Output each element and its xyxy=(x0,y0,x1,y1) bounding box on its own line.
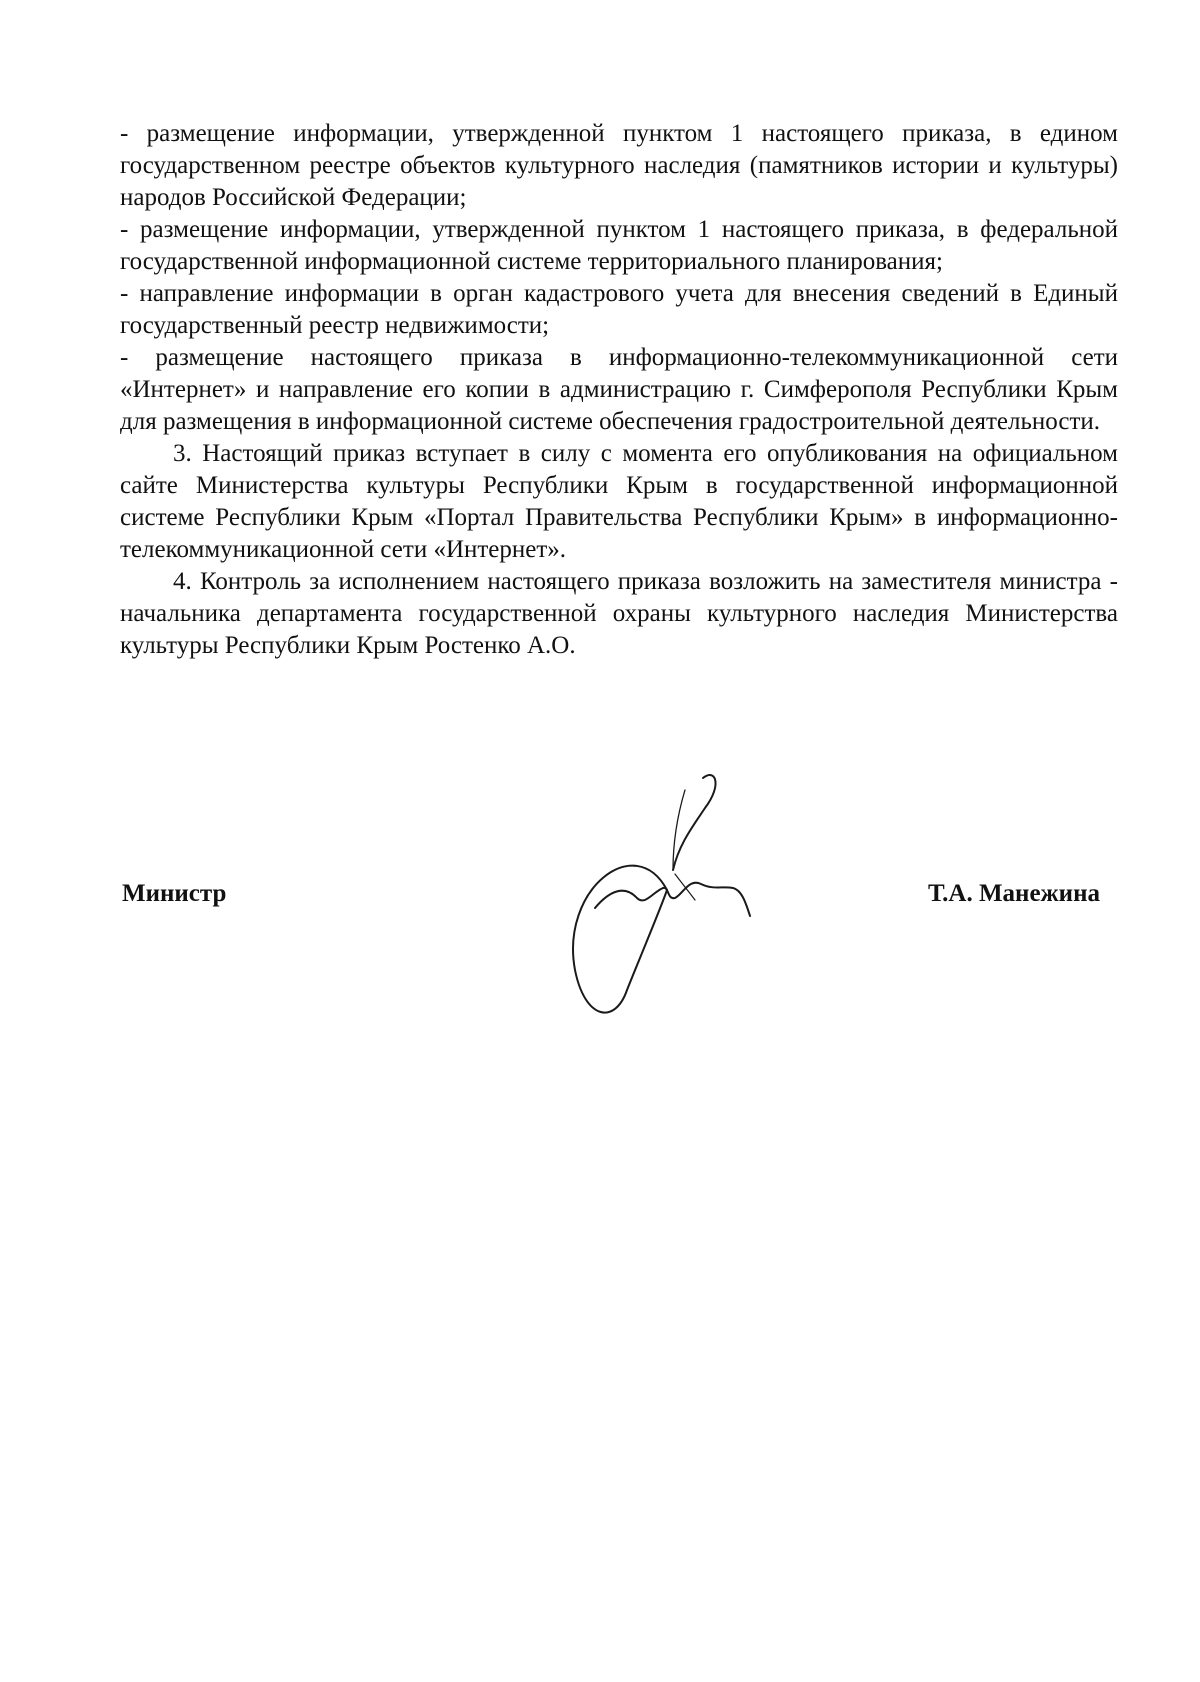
paragraph-list-item-4: - размещение настоящего приказа в информационно-телекоммуникационной сети «Интернет» и направление его копии в администрацию г. Симферополя Республики Крым для размещения в информационной системе обеспечения градостроительной деятельности. xyxy=(120,344,1118,435)
signatory-title: Министр xyxy=(122,880,227,907)
paragraph-clause-4: 4. Контроль за исполнением настоящего приказа возложить на заместителя министра - начальника департамента государственной охраны культурного наследия Министерства культуры Республики Крым Ростенко А.О. xyxy=(120,568,1118,659)
handwritten-signature-icon xyxy=(555,770,785,1030)
paragraph-list-item-1: - размещение информации, утвержденной пунктом 1 настоящего приказа, в едином государственном реестре объектов культурного наследия (памятников истории и культуры) народов Российской Федерации; xyxy=(120,120,1118,211)
paragraph-list-item-2: - размещение информации, утвержденной пунктом 1 настоящего приказа, в федеральной государственной информационной системе территориального планирования; xyxy=(120,216,1118,275)
signatory-name: Т.А. Манежина xyxy=(927,880,1100,907)
document-body xyxy=(120,118,1118,662)
paragraph-clause-3: 3. Настоящий приказ вступает в силу с момента его опубликования на официальном сайте Министерства культуры Республики Крым в государственной информационной системе Республики Крым «Портал Правительства Республики Крым» в информационно-телекоммуникационной сети «Интернет». xyxy=(120,440,1118,563)
paragraph-list-item-3: - направление информации в орган кадастрового учета для внесения сведений в Единый государственный реестр недвижимости; xyxy=(120,280,1118,339)
